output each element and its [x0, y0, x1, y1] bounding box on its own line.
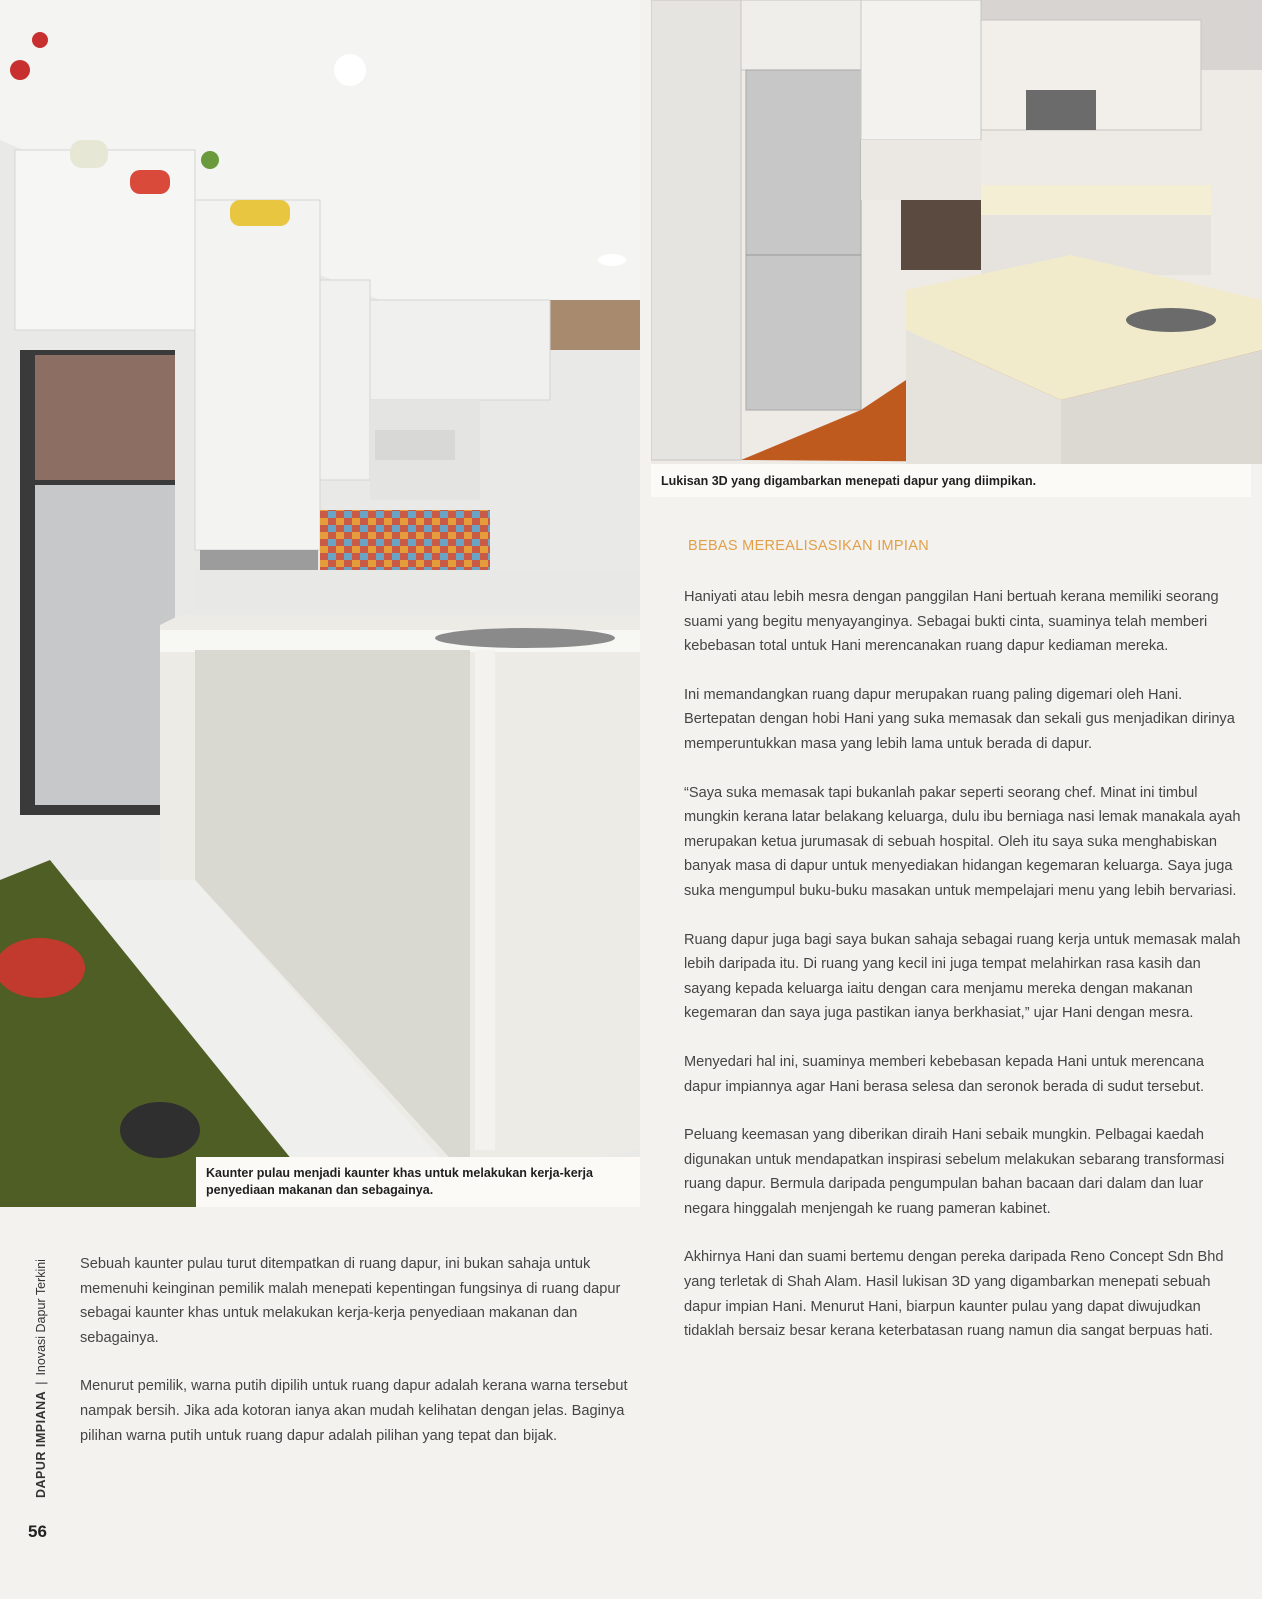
paragraph: Peluang keemasan yang diberikan diraih Hani sebaik mungkin. Pelbagai kaedah digunakan untuk mendapatkan inspirasi sebelum melakukan sebarang transformasi ruang dapur. Bermula daripada pengumpulan bahan bacaan dari dalam dan luar negara hinggalah menjengah ke ruang pameran kabinet. — [684, 1127, 1225, 1217]
section-heading: BEBAS MEREALISASIKAN IMPIAN — [688, 538, 929, 554]
left-article-column — [80, 1252, 640, 1472]
paragraph: Haniyati atau lebih mesra dengan panggilan Hani bertuah kerana memiliki seorang suami yang begitu menyayanginya. Sebagai bukti cinta, suaminya telah memberi kebebasan total untuk Hani merencanakan ruang dapur kediaman mereka. — [684, 589, 1219, 655]
label-separator: | — [34, 1381, 48, 1385]
paragraph: Menyedari hal ini, suaminya memberi kebebasan kepada Hani untuk merencana dapur impiannya agar Hani berasa selesa dan seronok berada di sudut tersebut. — [684, 1053, 1205, 1095]
paragraph: Ruang dapur juga bagi saya bukan sahaja sebagai ruang kerja untuk memasak malah lebih daripada itu. Di ruang yang kecil ini juga tempat melahirkan rasa kasih dan sayang kepada keluarga iaitu dengan cara menjamu mereka dengan makanan kegemaran dan saya juga pastikan ianya berkhasiat,” ujar Hani dengan mesra. — [684, 931, 1241, 1022]
kitchen-island-photo — [0, 0, 640, 1207]
paragraph: Akhirnya Hani dan suami bertemu dengan pereka daripada Reno Concept Sdn Bhd yang terletak di Shah Alam. Hasil lukisan 3D yang digambarkan menepati sebuah dapur impian Hani. Menurut Hani, biarpun kaunter pulau yang dapat diwujudkan tidaklah bersaiz besar kerana keterbatasan ruang namun dia sangat berpuas hati. — [684, 1249, 1224, 1340]
left-photo-caption: Kaunter pulau menjadi kaunter khas untuk melakukan kerja-kerja penyediaan makanan dan sebagainya. — [196, 1157, 640, 1207]
right-photo-caption: Lukisan 3D yang digambarkan menepati dapur yang diimpikan. — [651, 464, 1251, 497]
page-number: 56 — [28, 1522, 47, 1541]
paragraph: Menurut pemilik, warna putih dipilih untuk ruang dapur adalah kerana warna tersebut nampak bersih. Jika ada kotoran ianya akan mudah kelihatan dengan jelas. Baginya pilihan warna putih untuk ruang dapur adalah pilihan yang tepat dan bijak. — [80, 1378, 628, 1444]
kitchen-3d-render-photo — [651, 0, 1262, 464]
paragraph: Sebuah kaunter pulau turut ditempatkan di ruang dapur, ini bukan sahaja untuk memenuhi keinginan pemilik malah menepati kepentingan fungsinya di ruang dapur sebagai kaunter khas untuk melakukan kerja-kerja penyediaan makanan dan sebagainya. — [80, 1256, 621, 1346]
magazine-section-name: DAPUR IMPIANA — [34, 1390, 48, 1498]
paragraph: “Saya suka memasak tapi bukanlah pakar seperti seorang chef. Minat ini timbul mungkin kerana latar belakang keluarga, dulu ibu berniaga nasi lemak manakala ayah merupakan ketua jurumasak di sebuah hospital. Oleh itu saya suka menghabiskan banyak masa di dapur untuk menyediakan hidangan kegemaran keluarga. Saya juga suka mengumpul buku-buku masakan untuk mempelajari menu yang lebih bervariasi. — [684, 784, 1241, 899]
section-side-label — [34, 1259, 48, 1498]
magazine-subsection-name: Inovasi Dapur Terkini — [34, 1259, 48, 1376]
right-article-column — [684, 585, 1244, 1368]
paragraph: Ini memandangkan ruang dapur merupakan ruang paling digemari oleh Hani. Bertepatan dengan hobi Hani yang suka memasak dan sekali gus menjadikan dirinya memperuntukkan masa yang lebih lama untuk berada di dapur. — [684, 686, 1235, 752]
